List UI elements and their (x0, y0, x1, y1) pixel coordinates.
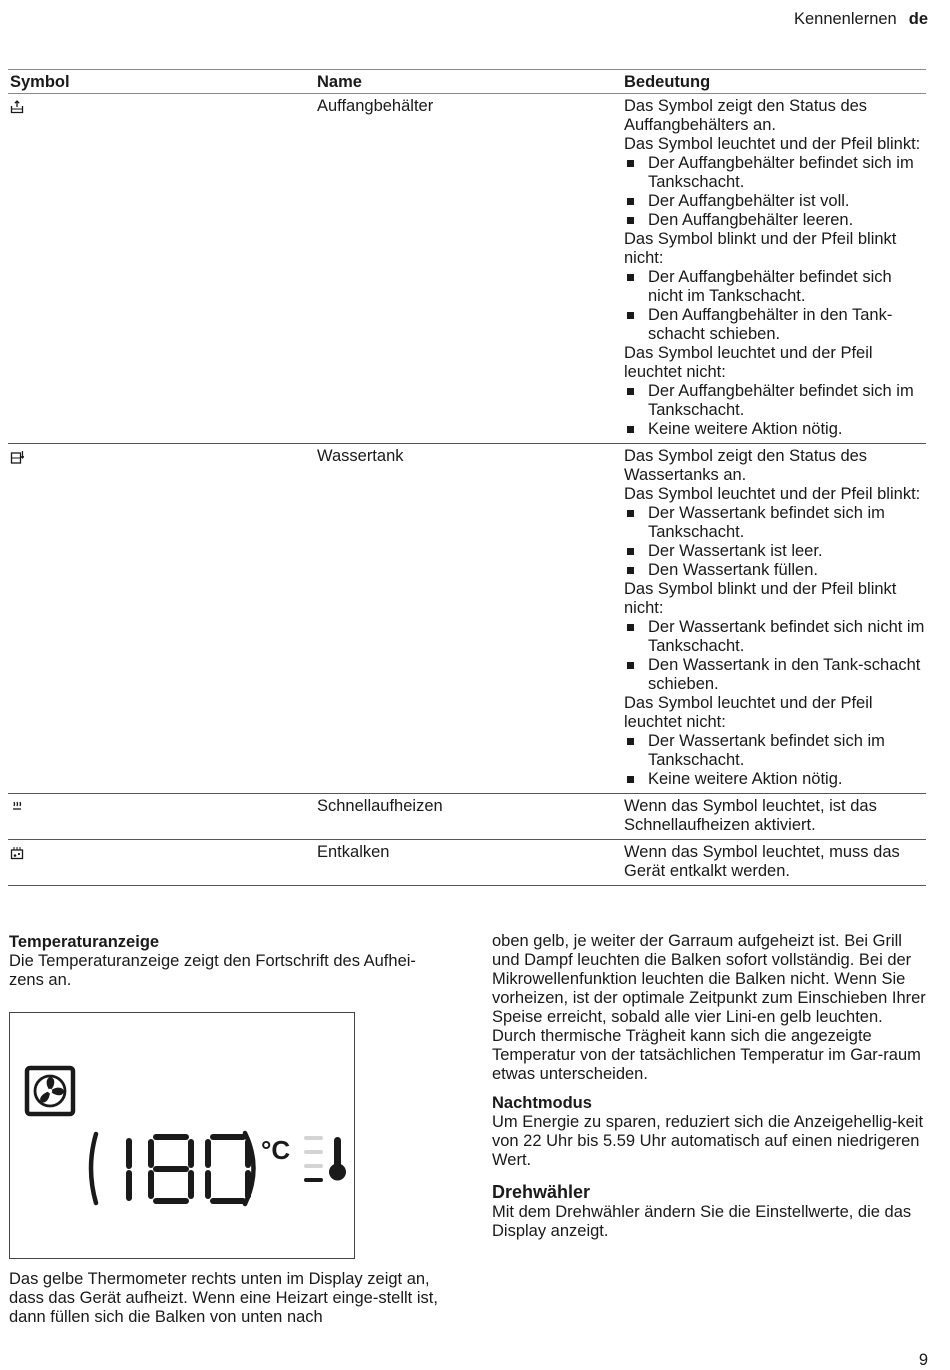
language-code: de (908, 10, 928, 28)
list-item: Der Auffangbehälter befindet sich im Tankschacht. (624, 382, 926, 420)
temperature-paragraph-2: Durch thermische Trägheit kann sich die angezeigte Temperatur von der tatsächlichen Temperatur im Gar-raum etwas unterscheiden. (492, 1027, 921, 1083)
bullet-list (624, 732, 926, 789)
symbol-cell (8, 797, 317, 835)
meaning-text: Das Symbol leuchtet und der Pfeil leuchtet nicht: (624, 694, 873, 731)
list-item: Der Wassertank ist leer. (624, 542, 926, 561)
meaning-text: Das Symbol blinkt und der Pfeil blinkt nicht: (624, 230, 897, 267)
list-item: Der Wassertank befindet sich im Tankschacht. (624, 504, 926, 542)
dial-heading: Drehwähler (492, 1182, 591, 1202)
digit-zero (208, 1137, 248, 1201)
page-number: 9 (918, 1351, 928, 1369)
meaning-cell (624, 843, 926, 881)
list-item: Der Wassertank befindet sich im Tankschacht. (624, 732, 926, 770)
drip-tray-icon (10, 100, 24, 118)
section-title: Kennenlernen (793, 10, 897, 28)
dial-text: Mit dem Drehwähler ändern Sie die Einstellwerte, die das Display anzeigt. (492, 1203, 912, 1240)
table-row (8, 444, 926, 794)
meaning-text: Das Symbol leuchtet und der Pfeil leuchtet nicht: (624, 344, 873, 381)
list-item: Der Auffangbehälter befindet sich nicht im Tankschacht. (624, 268, 926, 306)
page-header (794, 10, 928, 29)
fan-mode-icon (27, 1068, 73, 1114)
list-item: Keine weitere Aktion nötig. (624, 420, 926, 439)
temperature-intro: Die Temperaturanzeige zeigt den Fortschrift des Aufhei-zens an. (9, 952, 416, 989)
meaning-text: Das Symbol zeigt den Status des Wassertanks an. (624, 447, 868, 484)
temperature-heading: Temperaturanzeige (9, 933, 160, 951)
header-meaning: Bedeutung (624, 73, 711, 91)
table-row (8, 794, 926, 840)
rapid-heat-icon (10, 800, 24, 818)
thermometer-icon (329, 1137, 346, 1181)
left-column (9, 932, 449, 1327)
symbol-cell (8, 447, 317, 789)
night-mode-heading: Nachtmodus (492, 1094, 592, 1112)
meaning-text: Das Symbol blinkt und der Pfeil blinkt nicht: (624, 580, 897, 617)
meaning-cell (624, 97, 926, 439)
meaning-text: Das Symbol zeigt den Status des Auffangbehälters an. (624, 97, 868, 134)
unit-label: °C (261, 1135, 291, 1165)
list-item: Der Auffangbehälter befindet sich im Tankschacht. (624, 154, 926, 192)
digit-eight (151, 1137, 191, 1201)
table-row (8, 840, 926, 886)
bullet-list (624, 618, 926, 694)
list-item: Den Auffangbehälter leeren. (624, 211, 926, 230)
right-column (492, 932, 928, 1241)
meaning-cell (624, 447, 926, 789)
list-item: Der Wassertank befindet sich nicht im Tankschacht. (624, 618, 926, 656)
water-tank-icon (10, 450, 24, 468)
descale-icon (10, 846, 24, 864)
temperature-caption: Das gelbe Thermometer rechts unten im Display zeigt an, dass das Gerät aufheizt. Wenn eine Heizart einge-stellt ist, dann füllen sich die Balken von unten nach (9, 1270, 438, 1326)
symbol-cell (8, 843, 317, 881)
symbol-table (8, 69, 926, 886)
bullet-list (624, 382, 926, 439)
night-mode-text: Um Energie zu sparen, reduziert sich die Anzeigehellig-keit von 22 Uhr bis 5.59 Uhr automatisch auf einen niedrigeren Wert. (492, 1113, 924, 1169)
header-name: Name (317, 73, 362, 91)
oven-display-illustration (9, 1012, 355, 1259)
name-cell: Schnellaufheizen (317, 797, 443, 815)
meaning-cell (624, 797, 926, 835)
meaning-text: Wenn das Symbol leuchtet, muss das Gerät entkalkt werden. (624, 843, 900, 880)
bullet-list (624, 268, 926, 344)
name-cell: Entkalken (317, 843, 390, 861)
temperature-paragraph-1: oben gelb, je weiter der Garraum aufgeheizt ist. Bei Grill und Dampf leuchten die Balken sofort vollständig. Bei der Mikrowellenfunktion leuchten die Balken nicht. Wenn Sie vorheizen, ist der optimale Zeitpunkt zum Einschieben Ihrer Speise erreicht, sobald alle vier Lini-en gelb leuchten. (492, 932, 926, 1026)
header-symbol: Symbol (10, 73, 70, 91)
list-item: Den Auffangbehälter in den Tank-schacht schieben. (624, 306, 926, 344)
bullet-list (624, 154, 926, 230)
list-item: Keine weitere Aktion nötig. (624, 770, 926, 789)
meaning-text: Wenn das Symbol leuchtet, ist das Schnellaufheizen aktiviert. (624, 797, 877, 834)
meaning-text: Das Symbol leuchtet und der Pfeil blinkt: (624, 485, 921, 503)
digit-bracket-left (91, 1134, 96, 1203)
name-cell: Wassertank (317, 447, 404, 465)
heat-progress-bars (306, 1138, 321, 1180)
name-cell: Auffangbehälter (317, 97, 434, 115)
list-item: Den Wassertank in den Tank-schacht schieben. (624, 656, 926, 694)
bullet-list (624, 504, 926, 580)
table-header (8, 70, 926, 94)
meaning-text: Das Symbol leuchtet und der Pfeil blinkt: (624, 135, 921, 153)
symbol-cell (8, 97, 317, 439)
list-item: Den Wassertank füllen. (624, 561, 926, 580)
table-row (8, 94, 926, 444)
list-item: Der Auffangbehälter ist voll. (624, 192, 926, 211)
